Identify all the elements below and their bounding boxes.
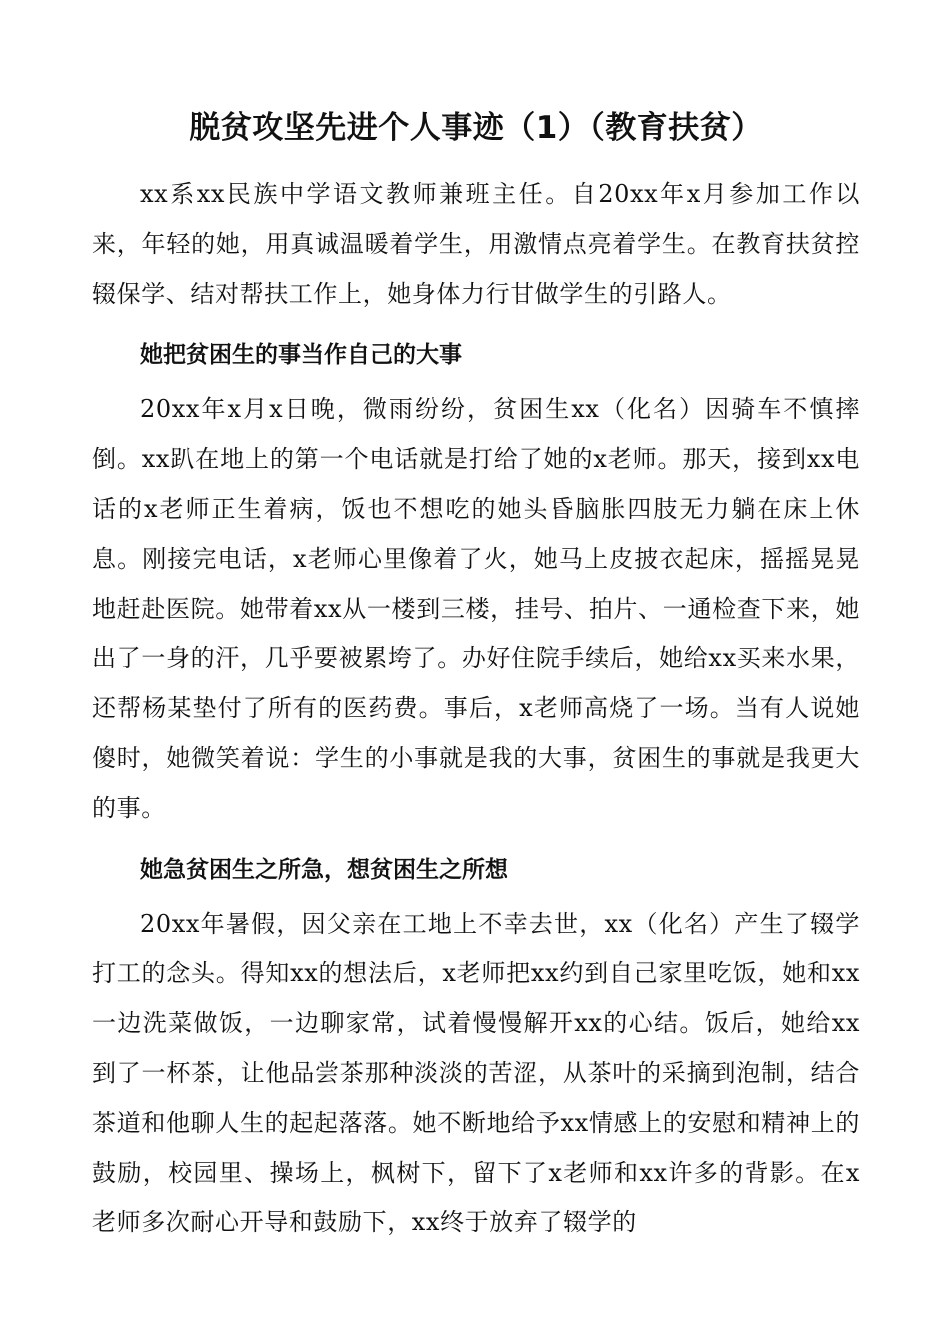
- section-body-2: 20xx年暑假，因父亲在工地上不幸去世，xx（化名）产生了辍学打工的念头。得知xx的想法后，x老师把xx约到自己家里吃饭，她和xx一边洗菜做饭，一边聊家常，试着慢慢解开xx的心结。饭后，她给xx到了一杯茶，让他品尝茶那种淡淡的苦涩，从茶叶的采摘到泡制，结合茶道和他聊人生的起起落落。她不断地给予xx情感上的安慰和精神上的鼓励，校园里、操场上，枫树下，留下了x老师和xx许多的背影。在x老师多次耐心开导和鼓励下，xx终于放弃了辍学的: [92, 909, 860, 1237]
- section-heading-2: 她急贫困生之所急，想贫困生之所想: [140, 856, 508, 883]
- document-title: 脱贫攻坚先进个人事迹（1）（教育扶贫）: [189, 110, 763, 146]
- intro-paragraph: xx系xx民族中学语文教师兼班主任。自20xx年x月参加工作以来，年轻的她，用真诚温暖着学生，用激情点亮着学生。在教育扶贫控辍保学、结对帮扶工作上，她身体力行甘做学生的引路人。: [92, 180, 860, 308]
- section-heading-1: 她把贫困生的事当作自己的大事: [140, 342, 462, 369]
- document-page: [92, 100, 860, 1248]
- section-body-1: 20xx年x月x日晚，微雨纷纷，贫困生xx（化名）因骑车不慎摔倒。xx趴在地上的第一个电话就是打给了她的x老师。那天，接到xx电话的x老师正生着病，饭也不想吃的她头昏脑胀四肢无力躺在床上休息。刚接完电话，x老师心里像着了火，她马上皮披衣起床，摇摇晃晃地赶赴医院。她带着xx从一楼到三楼，挂号、拍片、一通检查下来，她出了一身的汗，几乎要被累垮了。办好住院手续后，她给xx买来水果，还帮杨某垫付了所有的医药费。事后，x老师高烧了一场。当有人说她傻时，她微笑着说：学生的小事就是我的大事，贫困生的事就是我更大的事。: [92, 395, 860, 822]
